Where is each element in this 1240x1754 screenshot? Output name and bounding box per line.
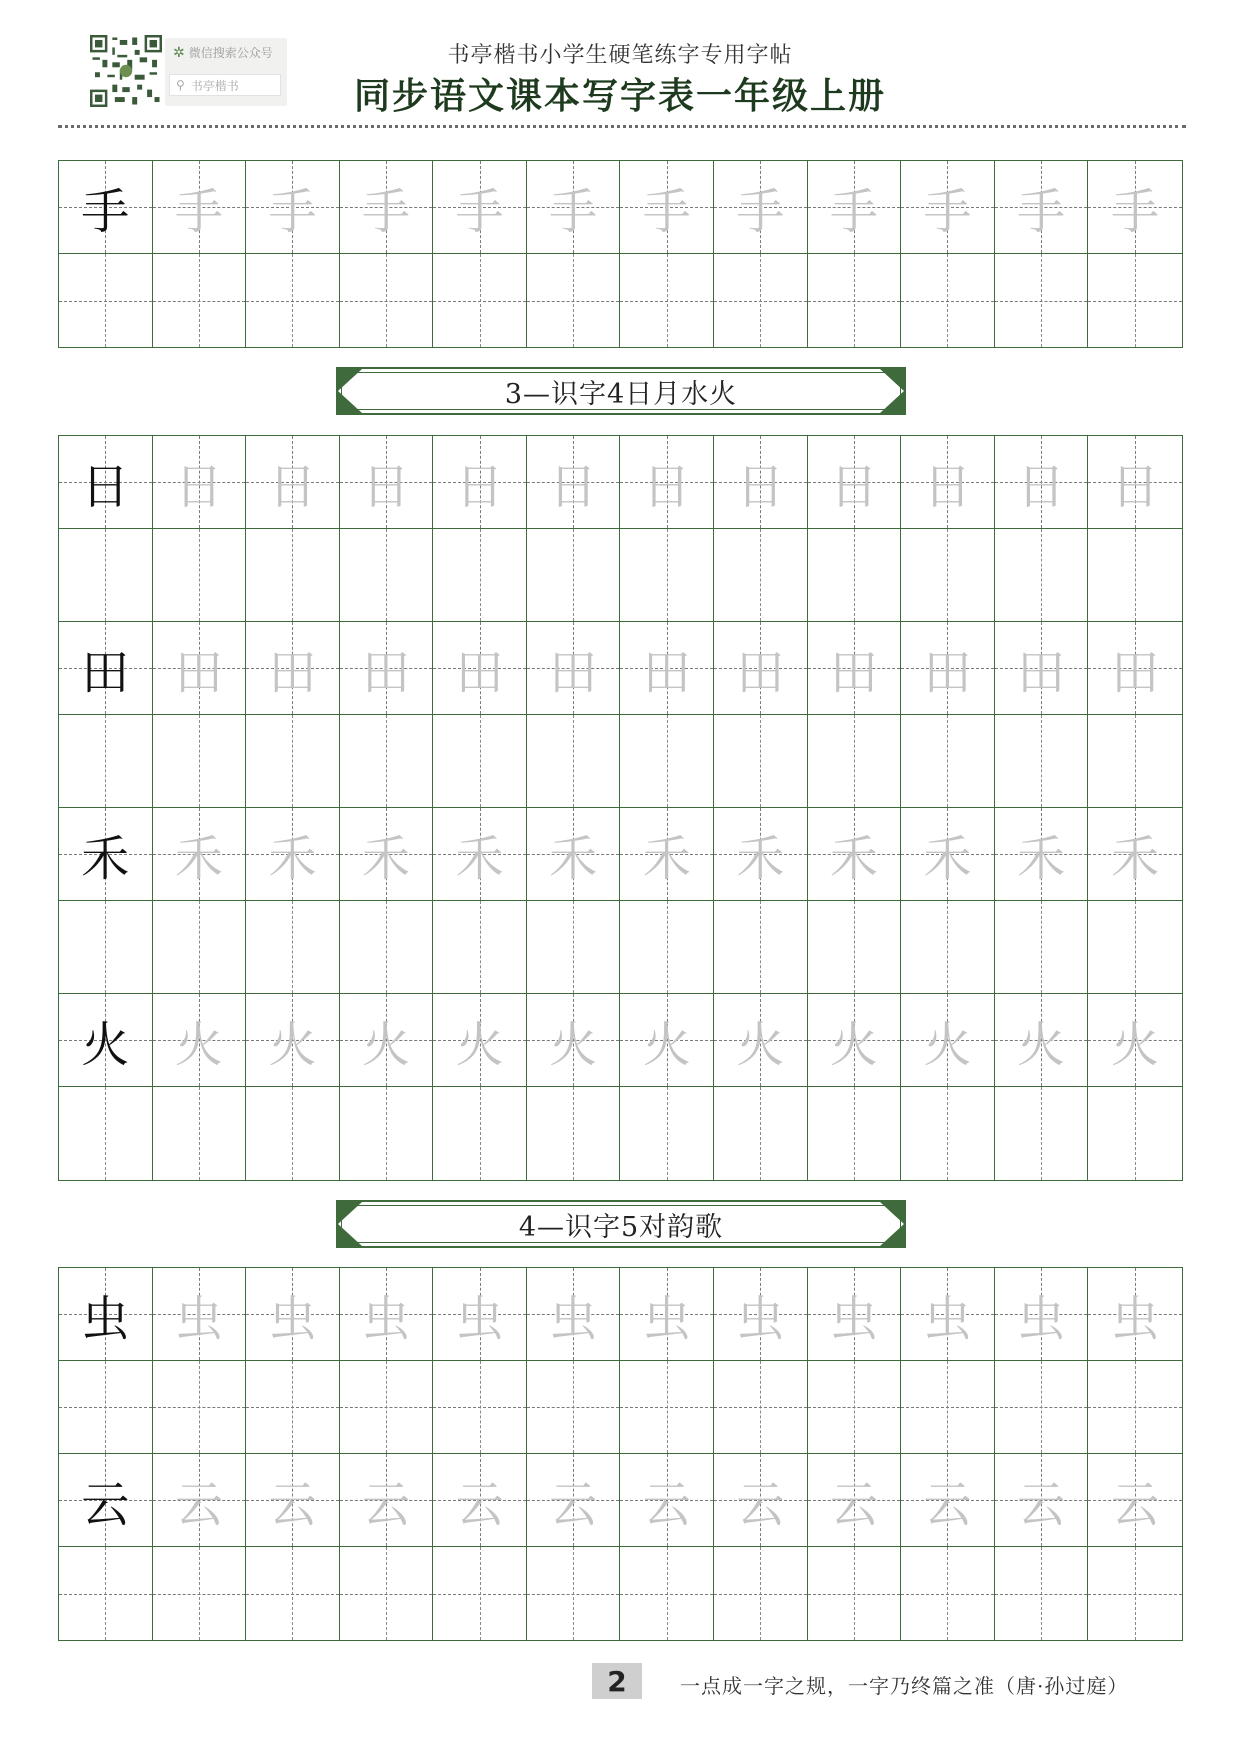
writing-cell[interactable] — [153, 529, 247, 622]
writing-cell[interactable] — [527, 1087, 621, 1180]
page-title: 同步语文课本写字表一年级上册 — [353, 75, 886, 117]
char-row — [59, 808, 1182, 901]
trace-character[interactable]: 火 — [995, 994, 1089, 1087]
practice-grid-lesson4 — [58, 1267, 1183, 1641]
trace-character[interactable]: 云 — [433, 1454, 527, 1547]
trace-character[interactable]: 手 — [901, 161, 995, 254]
writing-cell[interactable] — [153, 1087, 247, 1180]
trace-character[interactable]: 火 — [433, 994, 527, 1087]
writing-cell[interactable] — [527, 715, 621, 808]
writing-cell[interactable] — [340, 1087, 434, 1180]
writing-cell[interactable] — [246, 715, 340, 808]
page-subtitle: 书亭楷书小学生硬笔练字专用字帖 — [447, 43, 793, 68]
writing-cell[interactable] — [527, 254, 621, 347]
trace-character[interactable]: 禾 — [1088, 808, 1182, 901]
trace-character[interactable]: 田 — [808, 622, 902, 715]
trace-character[interactable]: 禾 — [433, 808, 527, 901]
trace-character[interactable]: 手 — [808, 161, 902, 254]
trace-character[interactable]: 虫 — [1088, 1268, 1182, 1361]
writing-cell[interactable] — [901, 254, 995, 347]
trace-character[interactable]: 禾 — [527, 808, 621, 901]
trace-character[interactable]: 日 — [1088, 436, 1182, 529]
trace-character[interactable]: 虫 — [620, 1268, 714, 1361]
writing-cell[interactable] — [808, 1087, 902, 1180]
writing-cell[interactable] — [433, 1087, 527, 1180]
trace-character[interactable]: 云 — [620, 1454, 714, 1547]
writing-cell[interactable] — [995, 1087, 1089, 1180]
writing-cell[interactable] — [153, 254, 247, 347]
writing-cell[interactable] — [1088, 1087, 1182, 1180]
writing-cell[interactable] — [246, 1087, 340, 1180]
model-character[interactable]: 禾 — [59, 808, 153, 901]
blank-row — [59, 1087, 1182, 1180]
model-character[interactable]: 日 — [59, 436, 153, 529]
writing-cell[interactable] — [527, 901, 621, 994]
model-character[interactable]: 火 — [59, 994, 153, 1087]
trace-character[interactable]: 田 — [246, 622, 340, 715]
writing-cell[interactable] — [340, 1361, 434, 1454]
trace-character[interactable]: 火 — [714, 994, 808, 1087]
trace-character[interactable]: 虫 — [246, 1268, 340, 1361]
trace-character[interactable]: 禾 — [246, 808, 340, 901]
writing-cell[interactable] — [620, 1361, 714, 1454]
trace-character[interactable]: 云 — [1088, 1454, 1182, 1547]
banner-title: 4—识字5对韵歌 — [518, 1211, 724, 1243]
writing-cell[interactable] — [527, 1547, 621, 1640]
model-character[interactable]: 田 — [59, 622, 153, 715]
writing-cell[interactable] — [620, 1087, 714, 1180]
char-row — [59, 994, 1182, 1087]
trace-character[interactable]: 禾 — [153, 808, 247, 901]
writing-cell[interactable] — [995, 1547, 1089, 1640]
char-row — [59, 1454, 1182, 1547]
writing-cell[interactable] — [808, 254, 902, 347]
trace-character[interactable]: 田 — [995, 622, 1089, 715]
writing-cell[interactable] — [995, 254, 1089, 347]
writing-cell[interactable] — [901, 1361, 995, 1454]
footer-quote: 一点成一字之规，一字乃终篇之准（唐·孙过庭） — [680, 1674, 1129, 1698]
writing-cell[interactable] — [901, 901, 995, 994]
blank-row — [59, 715, 1182, 808]
trace-character[interactable]: 火 — [1088, 994, 1182, 1087]
banner-title: 3—识字4日月水火 — [504, 378, 738, 410]
writing-cell[interactable] — [808, 901, 902, 994]
writing-cell[interactable] — [59, 1361, 153, 1454]
writing-cell[interactable] — [995, 901, 1089, 994]
trace-character[interactable]: 手 — [714, 161, 808, 254]
trace-character[interactable]: 火 — [153, 994, 247, 1087]
trace-character[interactable]: 火 — [340, 994, 434, 1087]
trace-character[interactable]: 手 — [246, 161, 340, 254]
writing-cell[interactable] — [714, 715, 808, 808]
trace-character[interactable]: 日 — [153, 436, 247, 529]
trace-character[interactable]: 日 — [340, 436, 434, 529]
trace-character[interactable]: 日 — [714, 436, 808, 529]
writing-cell[interactable] — [1088, 254, 1182, 347]
writing-cell[interactable] — [714, 254, 808, 347]
trace-character[interactable]: 田 — [1088, 622, 1182, 715]
char-row — [59, 436, 1182, 529]
writing-cell[interactable] — [808, 1547, 902, 1640]
lesson-banner — [336, 367, 906, 415]
writing-cell[interactable] — [59, 1087, 153, 1180]
trace-character[interactable]: 云 — [901, 1454, 995, 1547]
writing-cell[interactable] — [714, 1361, 808, 1454]
writing-cell[interactable] — [714, 1087, 808, 1180]
writing-cell[interactable] — [59, 254, 153, 347]
writing-cell[interactable] — [59, 529, 153, 622]
model-character[interactable]: 虫 — [59, 1268, 153, 1361]
trace-character[interactable]: 云 — [527, 1454, 621, 1547]
trace-character[interactable]: 禾 — [901, 808, 995, 901]
writing-cell[interactable] — [1088, 529, 1182, 622]
trace-character[interactable]: 禾 — [340, 808, 434, 901]
char-row — [59, 622, 1182, 715]
trace-character[interactable]: 田 — [433, 622, 527, 715]
writing-cell[interactable] — [995, 715, 1089, 808]
writing-cell[interactable] — [433, 1547, 527, 1640]
trace-character[interactable]: 禾 — [808, 808, 902, 901]
trace-character[interactable]: 手 — [527, 161, 621, 254]
trace-character[interactable]: 云 — [995, 1454, 1089, 1547]
trace-character[interactable]: 虫 — [808, 1268, 902, 1361]
trace-character[interactable]: 云 — [153, 1454, 247, 1547]
trace-character[interactable]: 手 — [620, 161, 714, 254]
writing-cell[interactable] — [340, 901, 434, 994]
blank-row — [59, 1361, 1182, 1454]
trace-character[interactable]: 手 — [340, 161, 434, 254]
trace-character[interactable]: 禾 — [620, 808, 714, 901]
search-icon: ⚲ — [176, 78, 185, 92]
trace-character[interactable]: 火 — [901, 994, 995, 1087]
blank-row — [59, 901, 1182, 994]
trace-character[interactable]: 云 — [808, 1454, 902, 1547]
trace-character[interactable]: 禾 — [995, 808, 1089, 901]
writing-cell[interactable] — [153, 715, 247, 808]
trace-character[interactable]: 田 — [620, 622, 714, 715]
writing-cell[interactable] — [901, 529, 995, 622]
writing-cell[interactable] — [246, 1547, 340, 1640]
trace-character[interactable]: 火 — [527, 994, 621, 1087]
writing-cell[interactable] — [246, 254, 340, 347]
writing-cell[interactable] — [340, 529, 434, 622]
writing-cell[interactable] — [153, 1547, 247, 1640]
wechat-logo-icon: ✲ — [173, 44, 185, 61]
writing-cell[interactable] — [340, 715, 434, 808]
trace-character[interactable]: 田 — [901, 622, 995, 715]
writing-cell[interactable] — [246, 901, 340, 994]
trace-character[interactable]: 日 — [620, 436, 714, 529]
trace-character[interactable]: 日 — [995, 436, 1089, 529]
writing-cell[interactable] — [620, 901, 714, 994]
trace-character[interactable]: 云 — [714, 1454, 808, 1547]
writing-cell[interactable] — [620, 715, 714, 808]
blank-row — [59, 529, 1182, 622]
trace-character[interactable]: 手 — [1088, 161, 1182, 254]
blank-row — [59, 254, 1182, 347]
writing-cell[interactable] — [714, 529, 808, 622]
search-box[interactable]: ⚲ 书亭楷书 — [169, 74, 281, 96]
blank-row — [59, 1547, 1182, 1640]
writing-cell[interactable] — [808, 529, 902, 622]
trace-character[interactable]: 虫 — [340, 1268, 434, 1361]
writing-cell[interactable] — [620, 529, 714, 622]
writing-cell[interactable] — [59, 1547, 153, 1640]
trace-character[interactable]: 虫 — [995, 1268, 1089, 1361]
writing-cell[interactable] — [1088, 1547, 1182, 1640]
writing-cell[interactable] — [527, 529, 621, 622]
trace-character[interactable]: 虫 — [714, 1268, 808, 1361]
writing-cell[interactable] — [901, 715, 995, 808]
trace-character[interactable]: 田 — [153, 622, 247, 715]
writing-cell[interactable] — [340, 1547, 434, 1640]
trace-character[interactable]: 云 — [340, 1454, 434, 1547]
model-character[interactable]: 手 — [59, 161, 153, 254]
writing-cell[interactable] — [59, 715, 153, 808]
writing-cell[interactable] — [714, 1547, 808, 1640]
trace-character[interactable]: 田 — [340, 622, 434, 715]
trace-character[interactable]: 火 — [808, 994, 902, 1087]
trace-character[interactable]: 日 — [527, 436, 621, 529]
char-row — [59, 1268, 1182, 1361]
writing-cell[interactable] — [901, 1087, 995, 1180]
trace-character[interactable]: 田 — [714, 622, 808, 715]
writing-cell[interactable] — [620, 1547, 714, 1640]
trace-character[interactable]: 日 — [808, 436, 902, 529]
char-row — [59, 161, 1182, 254]
trace-character[interactable]: 田 — [527, 622, 621, 715]
writing-cell[interactable] — [808, 715, 902, 808]
writing-cell[interactable] — [808, 1361, 902, 1454]
practice-grid-lesson3 — [58, 435, 1183, 1181]
wechat-hint: ✲ 微信搜索公众号 — [173, 44, 273, 61]
writing-cell[interactable] — [340, 254, 434, 347]
trace-character[interactable]: 虫 — [153, 1268, 247, 1361]
writing-cell[interactable] — [246, 1361, 340, 1454]
writing-cell[interactable] — [153, 901, 247, 994]
trace-character[interactable]: 手 — [153, 161, 247, 254]
writing-cell[interactable] — [433, 254, 527, 347]
trace-character[interactable]: 火 — [620, 994, 714, 1087]
trace-character[interactable]: 火 — [246, 994, 340, 1087]
trace-character[interactable]: 虫 — [433, 1268, 527, 1361]
trace-character[interactable]: 手 — [433, 161, 527, 254]
trace-character[interactable]: 虫 — [527, 1268, 621, 1361]
practice-grid-shou — [58, 160, 1183, 348]
trace-character[interactable]: 手 — [995, 161, 1089, 254]
writing-cell[interactable] — [433, 529, 527, 622]
header-divider — [58, 125, 1186, 128]
trace-character[interactable]: 日 — [246, 436, 340, 529]
trace-character[interactable]: 日 — [901, 436, 995, 529]
writing-cell[interactable] — [620, 254, 714, 347]
writing-cell[interactable] — [901, 1547, 995, 1640]
writing-cell[interactable] — [995, 1361, 1089, 1454]
writing-cell[interactable] — [1088, 901, 1182, 994]
model-character[interactable]: 云 — [59, 1454, 153, 1547]
writing-cell[interactable] — [59, 901, 153, 994]
writing-cell[interactable] — [995, 529, 1089, 622]
writing-cell[interactable] — [714, 901, 808, 994]
writing-cell[interactable] — [1088, 715, 1182, 808]
trace-character[interactable]: 云 — [246, 1454, 340, 1547]
writing-cell[interactable] — [433, 1361, 527, 1454]
writing-cell[interactable] — [1088, 1361, 1182, 1454]
page-number: 2 — [592, 1663, 642, 1699]
trace-character[interactable]: 虫 — [901, 1268, 995, 1361]
lesson-banner — [336, 1200, 906, 1248]
writing-cell[interactable] — [153, 1361, 247, 1454]
writing-cell[interactable] — [433, 715, 527, 808]
trace-character[interactable]: 日 — [433, 436, 527, 529]
writing-cell[interactable] — [527, 1361, 621, 1454]
writing-cell[interactable] — [246, 529, 340, 622]
trace-character[interactable]: 禾 — [714, 808, 808, 901]
writing-cell[interactable] — [433, 901, 527, 994]
